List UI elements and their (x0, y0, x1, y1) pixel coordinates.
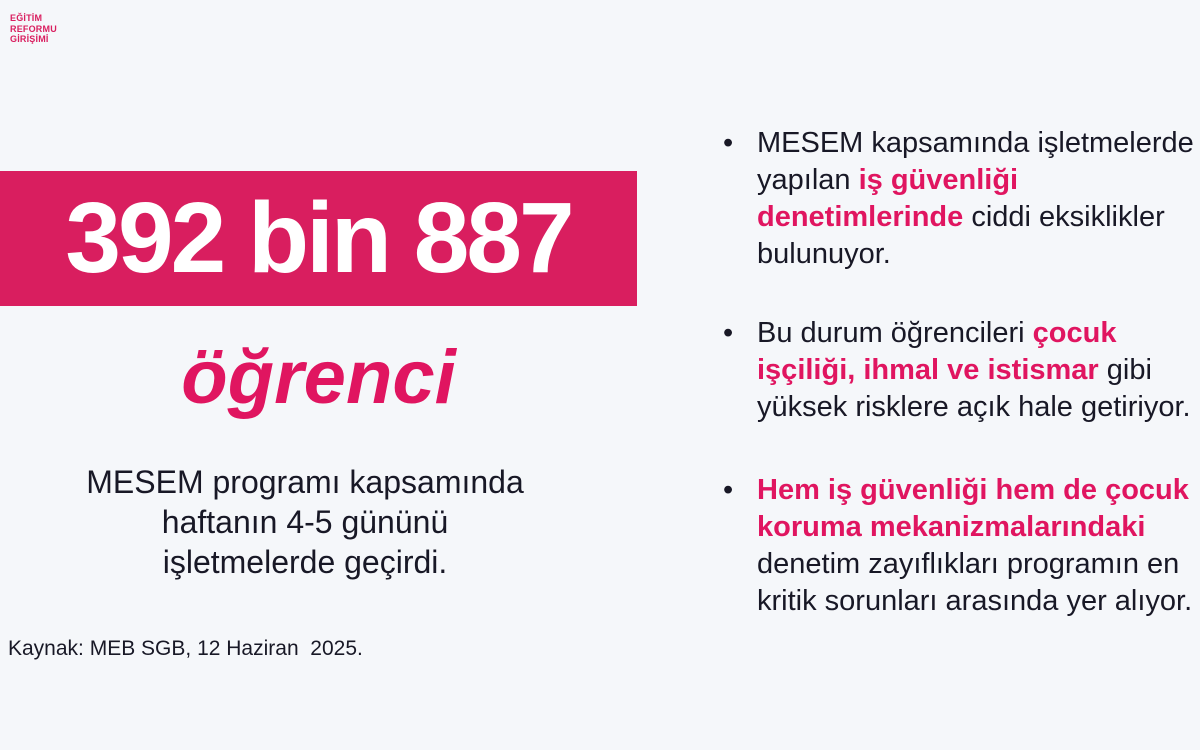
bullet-text-segment: kritik sorunları arasında yer alıyor. (757, 585, 1193, 617)
bullet-text (757, 125, 1200, 273)
bullet-text-line (757, 389, 1200, 426)
bullet-text-line (757, 509, 1200, 546)
source-note: Kaynak: MEB SGB, 12 Haziran 2025. (8, 637, 363, 660)
bullet-dot-icon: • (723, 317, 734, 349)
stat-unit: öğrenci (181, 335, 456, 420)
erg-logo (10, 13, 57, 45)
bullet-text-segment: Bu durum öğrencileri (757, 317, 1033, 349)
stat-description-line-3: işletmelerde geçirdi. (162, 544, 448, 580)
bullet-text-segment: MESEM kapsamında işletmelerde (757, 127, 1194, 159)
bullet-text-line (757, 472, 1200, 509)
bullet-item (723, 125, 1200, 273)
bullet-item (723, 472, 1200, 620)
bullet-text (757, 315, 1200, 426)
bullet-text-line (757, 315, 1200, 352)
bullet-text-segment: yüksek risklere açık hale getiriyor. (757, 391, 1191, 423)
bullet-text-segment: yapılan (757, 164, 859, 196)
bullet-text-line (757, 236, 1200, 273)
bullet-text (757, 472, 1200, 620)
bullet-item (723, 315, 1200, 426)
bullet-text-segment: bulunuyor. (757, 238, 891, 270)
bullet-text-segment-emphasis: Hem iş güvenliği hem de çocuk (757, 474, 1189, 506)
erg-logo-line-3: GİRİŞİMİ (10, 34, 49, 44)
bullet-dot-icon: • (723, 474, 734, 506)
bullet-text-line (757, 125, 1200, 162)
bullet-text-line (757, 583, 1200, 620)
bullet-text-segment-emphasis: denetimlerinde (757, 201, 964, 233)
stat-banner (0, 171, 637, 306)
stat-description (0, 462, 610, 582)
erg-logo-line-2: REFORMU (10, 23, 57, 34)
bullet-text-line (757, 162, 1200, 199)
bullet-text-line (757, 546, 1200, 583)
bullet-dot-icon: • (723, 127, 734, 159)
bullet-text-segment-emphasis: iş güvenliği (858, 164, 1019, 196)
bullet-text-segment: ciddi eksiklikler (963, 201, 1165, 233)
stat-description-line-1: MESEM programı kapsamında (86, 464, 524, 500)
bullet-text-segment: denetim zayıflıkları programın en (757, 548, 1180, 580)
stat-description-line-2: haftanın 4-5 gününü (161, 504, 449, 540)
bullet-text-line (757, 352, 1200, 389)
bullet-list (723, 125, 1200, 620)
stat-value: 392 bin 887 (65, 182, 572, 294)
erg-logo-line-1: EĞİTİM (10, 13, 43, 23)
bullet-text-segment: gibi (1098, 354, 1152, 386)
bullet-text-segment-emphasis: işçiliği, ihmal ve istismar (757, 354, 1099, 386)
bullet-text-line (757, 199, 1200, 236)
bullet-text-segment-emphasis: çocuk (1032, 317, 1117, 349)
bullet-text-segment-emphasis: koruma mekanizmalarındaki (757, 511, 1146, 543)
